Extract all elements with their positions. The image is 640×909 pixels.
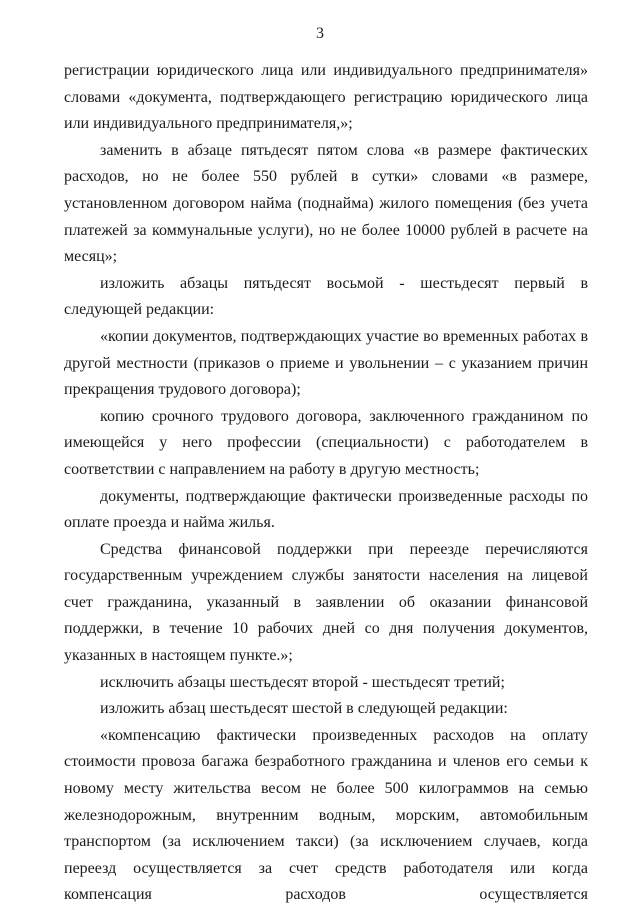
paragraph-2: заменить в абзаце пятьдесят пятом слова «в размере фактических расходов, но не более 550 рублей в сутки» словами «в размере, установленном договором найма (поднайма) жилого помещения (без учета платежей за коммунальные услуги), но не более 10000 рублей в расчете на месяц»; [64,141,588,266]
paragraph-5: копию срочного трудового договора, заключенного гражданином по имеющейся у него профессии (специальности) с работодателем в соответствии с направлением на работу в другую местность; [64,407,588,478]
paragraph-8: исключить абзацы шестьдесят второй - шестьдесят третий; [100,673,505,691]
paragraph-4: «копии документов, подтверждающих участие во временных работах в другой местности (приказов о приеме и увольнении – с указанием причин прекращения трудового договора); [64,327,588,399]
page-number: 3 [316,25,324,42]
paragraph-1: регистрации юридического лица или индивидуального предпринимателя» словами «документа, подтверждающего регистрацию юридического лица или индивидуального предпринимателя,»; [64,62,588,133]
paragraph-3: изложить абзацы пятьдесят восьмой - шестьдесят первый в следующей редакции: [64,274,588,319]
document-body [64,58,588,909]
paragraph-10: «компенсацию фактически произведенных расходов на оплату стоимости провоза багажа безработного гражданина и членов его семьи к новому месту жительства весом не более 500 килограммов на семью железнодорожным, внутренним водным, морским, автомобильным транспортом (за исключением такси) (за исключением случаев, когда переезд осуществляется за счет средств работодателя или когда компенсация расходов осуществляется [64,726,588,904]
paragraph-7: Средства финансовой поддержки при переезде перечисляются государственным учреждением службы занятости населения на лицевой счет гражданина, указанный в заявлении об оказании финансовой поддержки, в течение 10 рабочих дней со дня получения документов, указанных в настоящем пункте.»; [64,540,588,665]
paragraph-9: изложить абзац шестьдесят шестой в следующей редакции: [100,700,508,718]
paragraph-6: документы, подтверждающие фактически произведенные расходы по оплате проезда и найма жилья. [64,487,588,532]
